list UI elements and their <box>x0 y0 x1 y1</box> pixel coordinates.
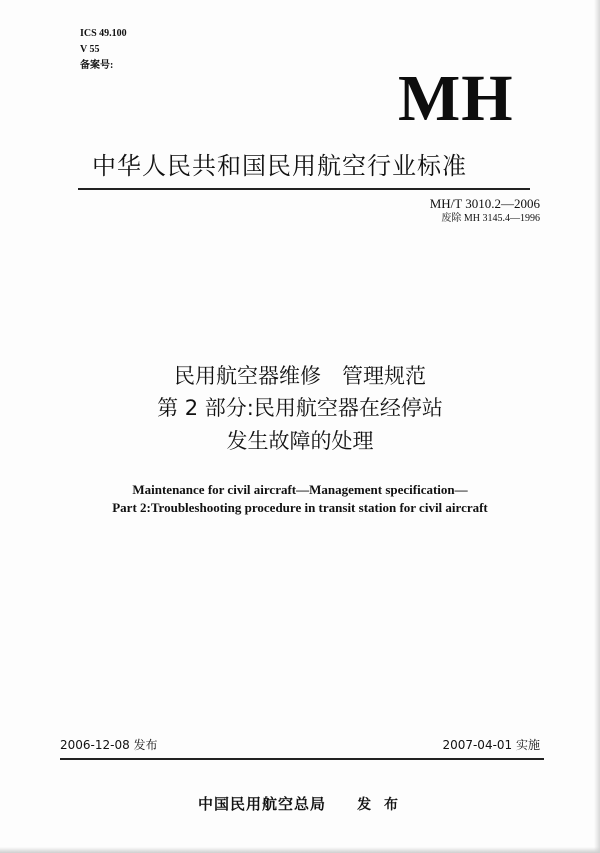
title-cn-line-2: 第 2 部分:民用航空器在经停站 <box>157 396 443 420</box>
filing-number-label: 备案号: <box>80 60 114 71</box>
title-en-line-2: Part 2:Troubleshooting procedure in transit station for civil aircraft <box>112 500 488 515</box>
issuer-name: 中国民用航空总局 <box>198 795 327 813</box>
standard-type-title: 中华人民共和国民用航空行业标准 <box>92 152 467 180</box>
replaces-standard: 废除 MH 3145.4—1996 <box>441 213 540 224</box>
scan-edge-shadow <box>594 0 600 853</box>
mh-logo: MH <box>398 62 514 135</box>
issue-verb: 发 布 <box>357 797 402 813</box>
title-en-line-1: Maintenance for civil aircraft—Management specification— <box>132 482 468 497</box>
title-cn-line-3: 发生故障的处理 <box>226 429 374 453</box>
classification-code: V 55 <box>80 44 100 55</box>
ics-code: ICS 49.100 <box>80 28 127 39</box>
issuer-block <box>0 794 600 814</box>
standard-number: MH/T 3010.2—2006 <box>429 196 540 211</box>
effective-date: 2007-04-01 实施 <box>442 738 540 752</box>
header-divider <box>78 188 530 190</box>
scan-edge-shadow-bottom <box>0 847 600 853</box>
title-cn-line-1: 民用航空器维修 管理规范 <box>174 364 426 388</box>
footer-divider <box>60 758 544 760</box>
issue-date: 2006-12-08 发布 <box>60 738 158 752</box>
